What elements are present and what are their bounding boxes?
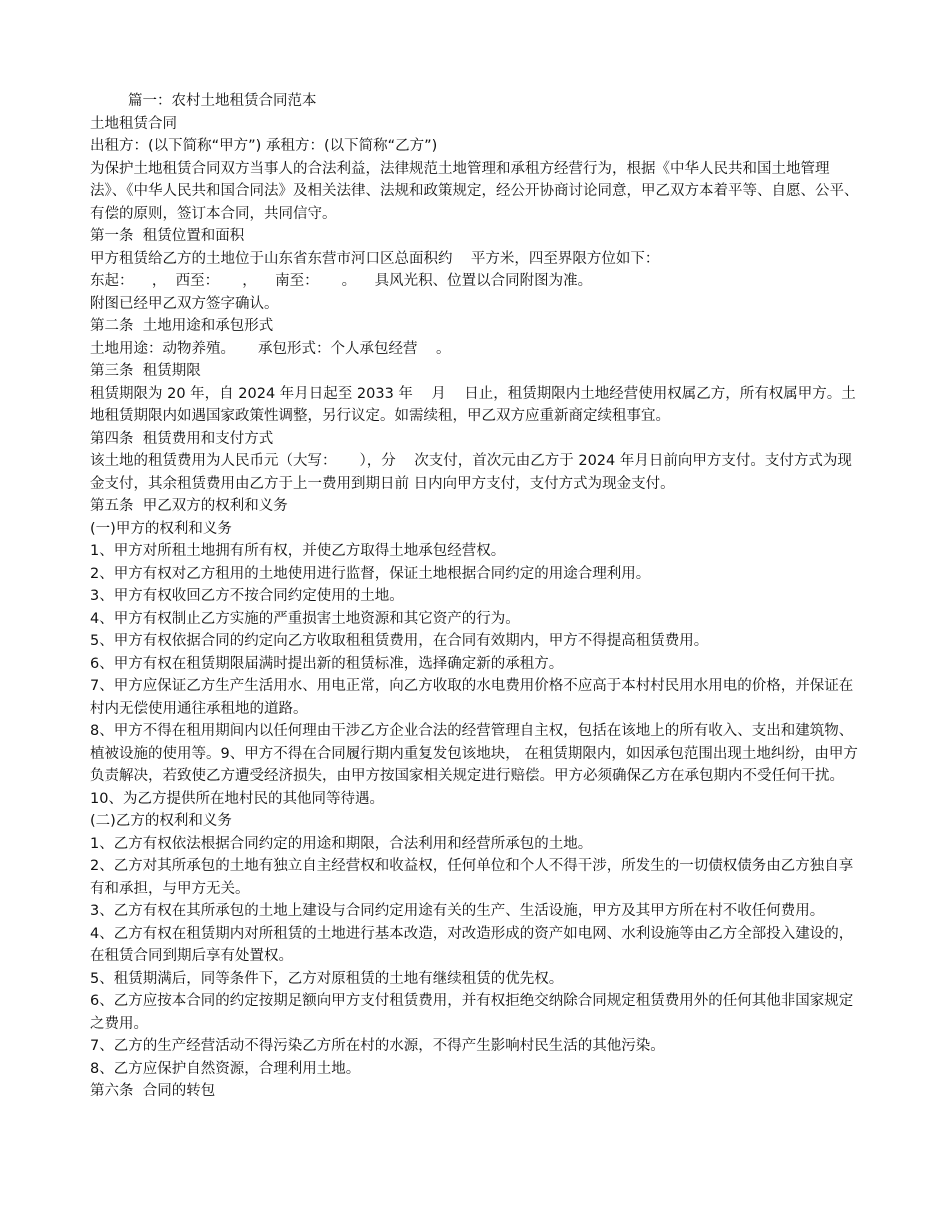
document-paragraph: 甲方租赁给乙方的土地位于山东省东营市河口区总面积约 平方米，四至界限方位如下： <box>90 250 660 267</box>
document-paragraph: 3、甲方有权收回乙方不按合同约定使用的土地。 <box>90 588 404 604</box>
document-paragraph: 7、乙方的生产经营活动不得污染乙方所在村的水源，不得产生影响村民生活的其他污染。 <box>90 1038 665 1054</box>
document-paragraph: 为保护土地租赁合同双方当事人的合法利益，法律规范土地管理和承租方经营行为，根据《中华人民共和国土地管理法》、《中华人民共和国合同法》及相关法律、法规和政策规定，经公开协商讨论同意，甲乙双方本着平等、自愿、公平、有偿的原则，签订本合同，共同信守。 <box>90 160 859 222</box>
document-paragraph: 5、租赁期满后，同等条件下，乙方对原租赁的土地有继续租赁的优先权。 <box>90 970 564 987</box>
document-body <box>90 113 860 1103</box>
document-paragraph: 第六条 合同的转包 <box>90 1083 216 1099</box>
document-paragraph: 第四条 租赁费用和支付方式 <box>90 430 274 447</box>
document-paragraph: 土地租赁合同 <box>90 115 177 132</box>
document-paragraph: 1、乙方有权依法根据合同约定的用途和期限，合法利用和经营所承包的土地。 <box>90 835 593 852</box>
document-paragraph: 8、甲方不得在租用期间内以任何理由干涉乙方企业合法的经营管理自主权，包括在该地上的所有收入、支出和建筑物、植被设施的使用等。9、甲方不得在合同履行期内重复发包该地块， 在租赁期限内，如因承包范围出现土地纠纷，由甲方负责解决，若致使乙方遭受经济损失，由甲方按国家相关规定进行赔偿。甲方必须确保乙方在承包期内不受任何干扰。 <box>90 723 858 784</box>
document-paragraph: 出租方：(以下简称“甲方”) 承租方：(以下简称“乙方”) <box>90 138 438 154</box>
document-paragraph: 5、甲方有权依据合同的约定向乙方收取租租赁费用，在合同有效期内，甲方不得提高租赁费用。 <box>90 633 709 649</box>
document-paragraph: 8、乙方应保护自然资源，合理利用土地。 <box>90 1060 361 1077</box>
document-heading: 篇一：农村土地租赁合同范本 <box>128 93 317 109</box>
document-paragraph: 4、乙方有权在租赁期内对所租赁的土地进行基本改造，对改造形成的资产如电网、水利设施等由乙方全部投入建设的，在租赁合同到期后享有处置权。 <box>90 925 854 964</box>
document-paragraph: 6、乙方应按本合同的约定按期足额向甲方支付租赁费用，并有权拒绝交纳除合同规定租赁费用外的任何其他非国家规定之费用。 <box>90 993 854 1032</box>
document-paragraph: 该土地的租赁费用为人民币元（大写： ），分 次支付，首次元由乙方于 2024 年月日前向甲方支付。支付方式为现金支付，其余租赁费用由乙方于上一费用到期日前 日内向甲方支付，支付方式为现金支付。 <box>90 453 852 492</box>
document-paragraph: 租赁期限为 20 年，自 2024 年月日起至 2033 年 月 日止，租赁期限内土地经营使用权属乙方，所有权属甲方。土地租赁期限内如遇国家政策性调整，另行议定。如需续租，甲乙双方应重新商定续租事宜。 <box>90 385 856 424</box>
document-paragraph: 6、甲方有权在租赁期限届满时提出新的租赁标准，选择确定新的承租方。 <box>90 655 564 672</box>
document-paragraph: 1、甲方对所租土地拥有所有权，并使乙方取得土地承包经营权。 <box>90 543 506 559</box>
document-paragraph: 2、乙方对其所承包的土地有独立自主经营权和收益权，任何单位和个人不得干涉，所发生的一切债权债务由乙方独自享有和承担，与甲方无关。 <box>90 858 854 897</box>
document-paragraph: 2、甲方有权对乙方租用的土地使用进行监督，保证土地根据合同约定的用途合理利用。 <box>90 565 651 582</box>
document-paragraph: 第三条 租赁期限 <box>90 363 201 379</box>
document-paragraph: 土地用途：动物养殖。 承包形式：个人承包经营 。 <box>90 340 451 357</box>
document-paragraph: (一)甲方的权利和义务 <box>90 520 232 537</box>
document-paragraph: 第二条 土地用途和承包形式 <box>90 318 274 334</box>
document-paragraph: (二)乙方的权利和义务 <box>90 813 232 829</box>
document-paragraph: 第五条 甲乙双方的权利和义务 <box>90 498 288 514</box>
document-paragraph: 7、甲方应保证乙方生产生活用水、用电正常，向乙方收取的水电费用价格不应高于本村村民用水用电的价格，并保证在村内无偿使用通往承租地的道路。 <box>90 678 854 717</box>
document-paragraph: 4、甲方有权制止乙方实施的严重损害土地资源和其它资产的行为。 <box>90 610 520 627</box>
document-paragraph: 东起： ， 西至： ， 南至： 。 具风光积、位置以合同附图为准。 <box>90 273 593 289</box>
document-paragraph: 第一条 租赁位置和面积 <box>90 228 245 244</box>
document-paragraph: 10、为乙方提供所在地村民的其他同等待遇。 <box>90 790 384 807</box>
document-paragraph: 3、乙方有权在其所承包的土地上建设与合同约定用途有关的生产、生活设施，甲方及其甲方所在村不收任何费用。 <box>90 903 825 919</box>
document-paragraph: 附图已经甲乙双方签字确认。 <box>90 295 279 312</box>
